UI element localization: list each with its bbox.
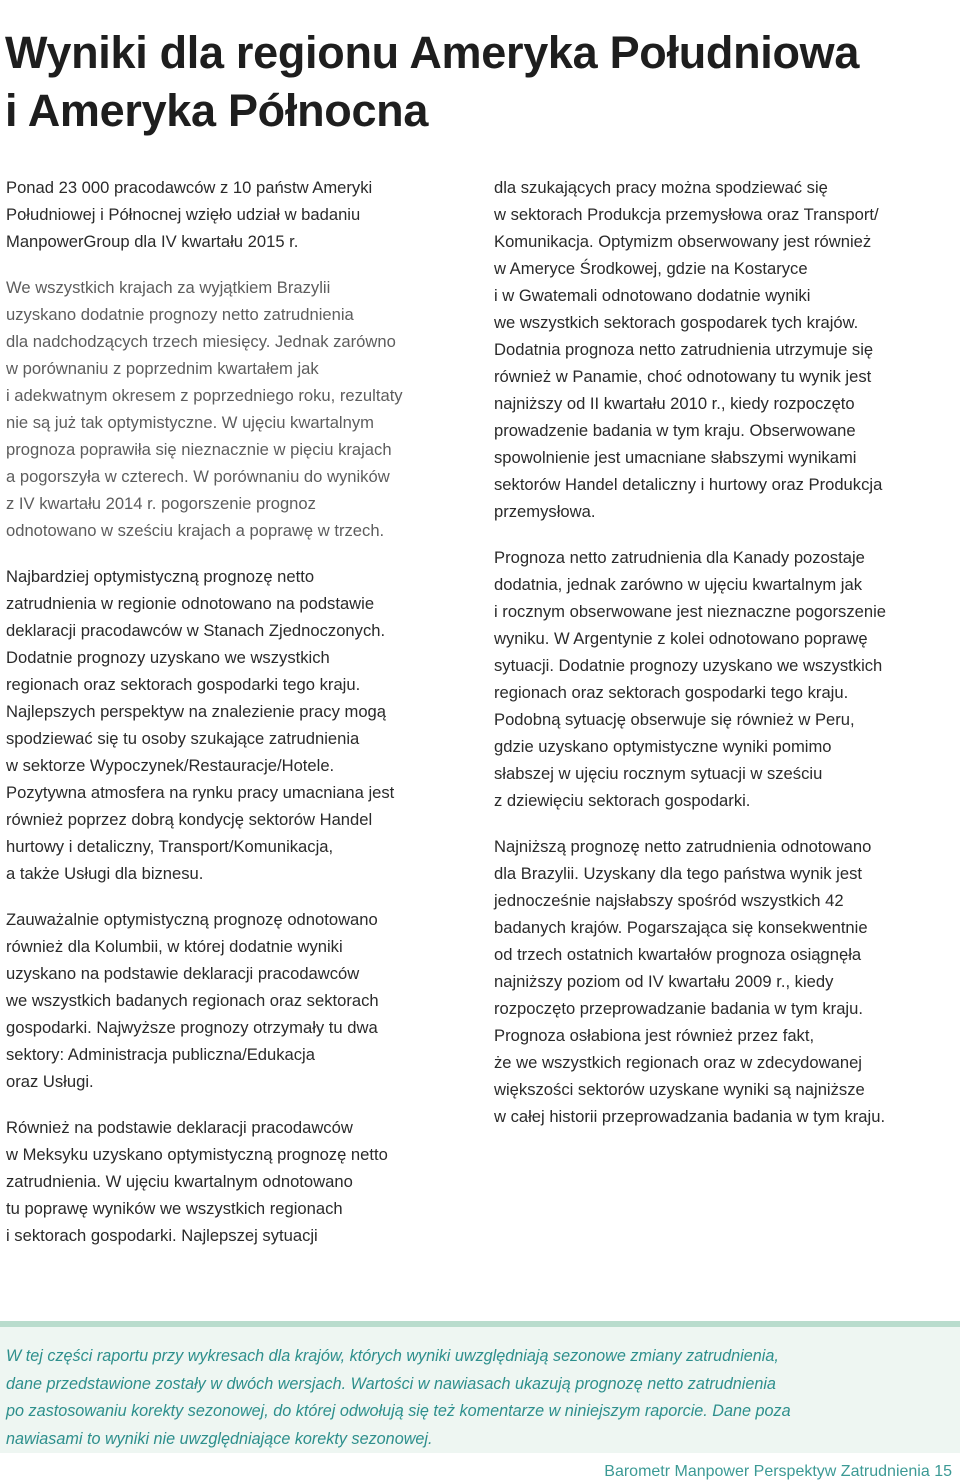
- text-line: dodatnia, jednak zarówno w ujęciu kwartalnym jak: [494, 575, 863, 594]
- text-line: odnotowano w sześciu krajach a poprawę w trzech.: [6, 521, 385, 540]
- text-line: z IV kwartału 2014 r. pogorszenie prognoz: [6, 494, 316, 513]
- body-paragraph: [494, 833, 956, 1130]
- text-line: Najbardziej optymistyczną prognozę netto: [6, 567, 315, 586]
- text-line: i w Gwatemali odnotowano dodatnie wyniki: [494, 286, 811, 305]
- text-line: od trzech ostatnich kwartałów prognoza osiągnęła: [494, 945, 862, 964]
- text-line: oraz Usługi.: [6, 1072, 94, 1091]
- text-line: Dodatnie prognozy uzyskano we wszystkich: [6, 648, 330, 667]
- text-line: w Meksyku uzyskano optymistyczną prognozę netto: [6, 1145, 388, 1164]
- note-line: dane przedstawione zostały w dwóch wersjach. Wartości w nawiasach ukazują prognozę netto zatrudnienia: [6, 1374, 776, 1393]
- text-line: we wszystkich badanych regionach oraz sektorach: [6, 991, 379, 1010]
- text-line: nie są już tak optymistyczne. W ujęciu kwartalnym: [6, 413, 374, 432]
- text-line: a pogorszyła w czterech. W porównaniu do wyników: [6, 467, 390, 486]
- text-line: tu poprawę wyników we wszystkich regionach: [6, 1199, 343, 1218]
- text-line: również poprzez dobrą kondycję sektorów Handel: [6, 810, 373, 829]
- text-line: gdzie uzyskano optymistyczne wyniki pomimo: [494, 737, 832, 756]
- page-footer: [604, 1463, 952, 1481]
- text-line: dla nadchodzących trzech miesięcy. Jednak zarówno: [6, 332, 396, 351]
- body-paragraph: [6, 1114, 476, 1249]
- text-line: dla szukających pracy można spodziewać się: [494, 178, 828, 197]
- body-paragraph: [6, 563, 476, 887]
- text-line: Podobną sytuację obserwuje się również w Peru,: [494, 710, 855, 729]
- text-line: hurtowy i detaliczny, Transport/Komunikacja,: [6, 837, 334, 856]
- text-line: Najniższą prognozę netto zatrudnienia odnotowano: [494, 837, 872, 856]
- text-line: zatrudnienia. W ujęciu kwartalnym odnotowano: [6, 1172, 353, 1191]
- page-number: 15: [934, 1463, 952, 1480]
- seasonal-adjustment-note: [0, 1321, 960, 1453]
- publication-name: Barometr Manpower Perspektyw Zatrudnienia: [604, 1463, 930, 1480]
- text-line: w porównaniu z poprzednim kwartałem jak: [6, 359, 319, 378]
- text-line: ManpowerGroup dla IV kwartału 2015 r.: [6, 232, 299, 251]
- text-line: we wszystkich sektorach gospodarek tych krajów.: [494, 313, 859, 332]
- text-line: również dla Kolumbii, w której dodatnie wyniki: [6, 937, 343, 956]
- text-line: Komunikacja. Optymizm obserwowany jest również: [494, 232, 872, 251]
- text-line: z dziewięciu sektorach gospodarki.: [494, 791, 751, 810]
- note-line: W tej części raportu przy wykresach dla krajów, których wyniki uwzględniają sezonowe zmiany zatrudnienia,: [6, 1347, 779, 1365]
- body-paragraph: [6, 174, 476, 255]
- text-line: spowolnienie jest umacniane słabszymi wynikami: [494, 448, 857, 467]
- text-line: spodziewać się tu osoby szukające zatrudnienia: [6, 729, 360, 748]
- text-line: zatrudnienia w regionie odnotowano na podstawie: [6, 594, 375, 613]
- text-line: uzyskano na podstawie deklaracji pracodawców: [6, 964, 360, 983]
- text-line: również w Panamie, choć odnotowany tu wynik jest: [494, 367, 872, 386]
- text-line: dla Brazylii. Uzyskany dla tego państwa wynik jest: [494, 864, 862, 883]
- text-line: badanych krajów. Pogarszająca się konsekwentnie: [494, 918, 868, 937]
- body-paragraph: [6, 906, 476, 1095]
- text-line: We wszystkich krajach za wyjątkiem Brazylii: [6, 278, 331, 297]
- page-title-line-1: Wyniki dla regionu Ameryka Południowa: [5, 27, 860, 78]
- text-line: Najlepszych perspektyw na znalezienie pracy mogą: [6, 702, 387, 721]
- note-line: nawiasami to wyniki nie uwzględniające korekty sezonowej.: [6, 1429, 433, 1448]
- text-line: najniższy poziom od IV kwartału 2009 r., kiedy: [494, 972, 834, 991]
- text-line: prowadzenie badania w tym kraju. Obserwowane: [494, 421, 856, 440]
- text-line: uzyskano dodatnie prognozy netto zatrudnienia: [6, 305, 354, 324]
- text-line: regionach oraz sektorach gospodarki tego kraju.: [494, 683, 849, 702]
- text-line: a także Usługi dla biznesu.: [6, 864, 204, 883]
- page-title: [5, 24, 955, 140]
- text-line: w Ameryce Środkowej, gdzie na Kostaryce: [494, 259, 808, 278]
- text-line: sektory: Administracja publiczna/Edukacja: [6, 1045, 315, 1064]
- text-line: w całej historii przeprowadzania badania w tym kraju.: [494, 1107, 886, 1126]
- body-paragraph: [494, 544, 956, 814]
- text-line: najniższy od II kwartału 2010 r., kiedy rozpoczęto: [494, 394, 855, 413]
- note-line: po zastosowaniu korekty sezonowej, do której odwołują się też komentarze w niniejszym raporcie. Dane poza: [6, 1402, 791, 1421]
- text-line: i adekwatnym okresem z poprzedniego roku, rezultaty: [6, 386, 403, 405]
- text-line: sektorów Handel detaliczny i hurtowy oraz Produkcja: [494, 475, 883, 494]
- text-line: większości sektorów uzyskane wyniki są najniższe: [494, 1080, 865, 1099]
- text-line: Pozytywna atmosfera na rynku pracy umacniana jest: [6, 783, 395, 802]
- text-line: w sektorze Wypoczynek/Restauracje/Hotele.: [6, 756, 335, 775]
- text-line: i rocznym obserwowane jest nieznaczne pogorszenie: [494, 602, 887, 621]
- text-line: w sektorach Produkcja przemysłowa oraz Transport/: [494, 205, 879, 224]
- body-paragraph: [6, 274, 476, 544]
- left-column: [6, 174, 476, 1268]
- text-line: jednocześnie najsłabszy spośród wszystkich 42: [494, 891, 844, 910]
- text-line: Ponad 23 000 pracodawców z 10 państw Ameryki: [6, 178, 373, 197]
- text-line: przemysłowa.: [494, 502, 596, 521]
- text-line: prognoza poprawiła się nieznacznie w pięciu krajach: [6, 440, 392, 459]
- text-line: gospodarki. Najwyższe prognozy otrzymały tu dwa: [6, 1018, 378, 1037]
- text-line: deklaracji pracodawców w Stanach Zjednoczonych.: [6, 621, 386, 640]
- text-line: i sektorach gospodarki. Najlepszej sytuacji: [6, 1226, 318, 1245]
- text-line: Południowej i Północnej wzięło udział w badaniu: [6, 205, 361, 224]
- text-line: Prognoza netto zatrudnienia dla Kanady pozostaje: [494, 548, 865, 567]
- text-line: że we wszystkich regionach oraz w zdecydowanej: [494, 1053, 862, 1072]
- text-line: słabszej w ujęciu rocznym sytuacji w sześciu: [494, 764, 823, 783]
- text-line: Prognoza osłabiona jest również przez fakt,: [494, 1026, 815, 1045]
- body-paragraph: [494, 174, 956, 525]
- text-line: rozpoczęto przeprowadzanie badania w tym kraju.: [494, 999, 863, 1018]
- text-line: sytuacji. Dodatnie prognozy uzyskano we wszystkich: [494, 656, 883, 675]
- page-title-line-2: i Ameryka Północna: [5, 85, 429, 136]
- text-line: regionach oraz sektorach gospodarki tego kraju.: [6, 675, 361, 694]
- text-line: Dodatnia prognoza netto zatrudnienia utrzymuje się: [494, 340, 874, 359]
- text-line: Zauważalnie optymistyczną prognozę odnotowano: [6, 910, 378, 929]
- text-line: wyniku. W Argentynie z kolei odnotowano poprawę: [494, 629, 868, 648]
- text-line: Również na podstawie deklaracji pracodawców: [6, 1118, 353, 1137]
- right-column: [494, 174, 956, 1149]
